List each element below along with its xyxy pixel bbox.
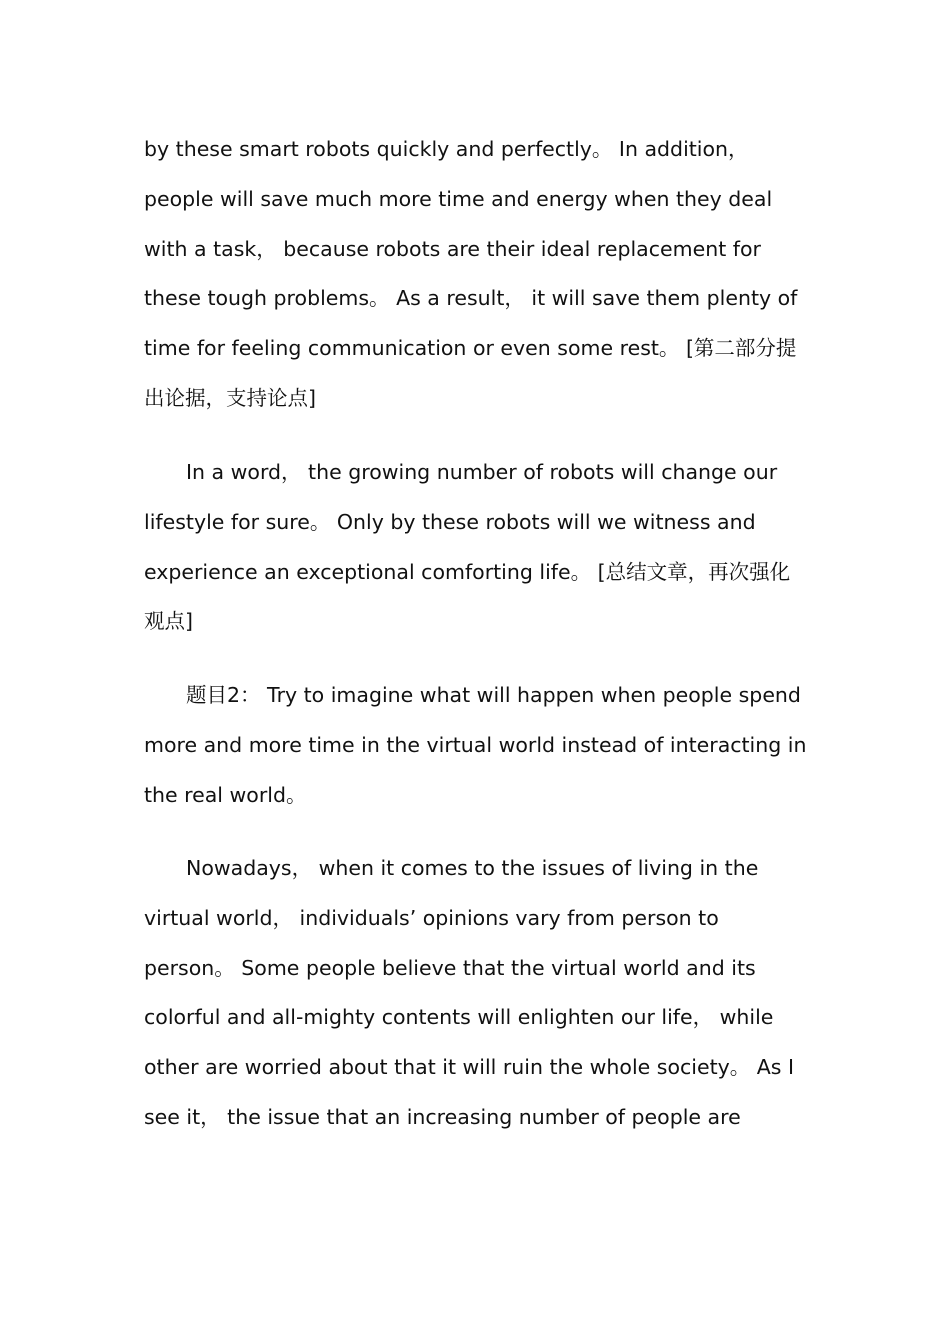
paragraph-conclusion: In a word， the growing number of robots will change our lifestyle for sure。 Only by these robots will we witness and experience an exceptional comforting life。 [总结文章，再次强化观点]: [144, 460, 791, 634]
paragraph-virtual-world-intro: Nowadays， when it comes to the issues of living in the virtual world， individuals’ opinions vary from person to person。 Some people believe that the virtual world and its colorful and all-mighty contents will enlighten our life， while other are worried about that it will ruin the whole society。 As I see it， the issue that an increasing number of people are: [144, 856, 795, 1129]
paragraph-topic-2: 题目2： Try to imagine what will happen when people spend more and more time in the virtual world instead of interacting in the real world。: [144, 683, 807, 807]
paragraph-robots-benefits: by these smart robots quickly and perfectly。 In addition， people will save much more time and energy when they deal with a task， because robots are their ideal replacement for these tough problems。 As a result， it will save them plenty of time for feeling communication or even some rest。 [第二部分提出论据，支持论点]: [144, 137, 798, 410]
